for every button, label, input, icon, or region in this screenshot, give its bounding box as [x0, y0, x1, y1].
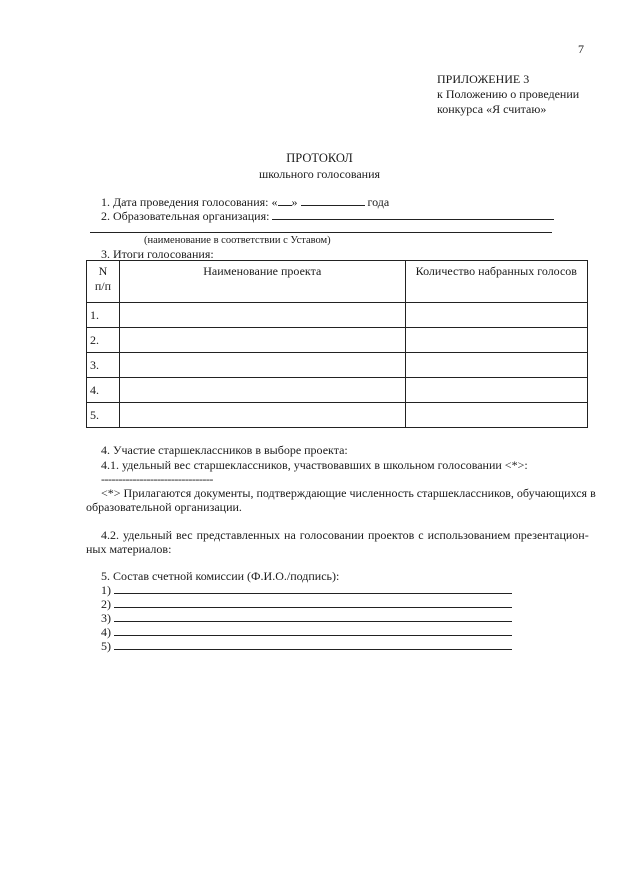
results-label: 3. Итоги голосования:	[101, 247, 214, 261]
date-label: 1. Дата проведения голосования: «	[101, 195, 278, 209]
header-number-line2: п/п	[94, 279, 112, 293]
commission-member-row	[101, 610, 512, 625]
votes-cell[interactable]	[405, 378, 587, 403]
table-row	[87, 378, 588, 403]
appendix-line-3: конкурса «Я считаю»	[437, 102, 547, 116]
date-mid: »	[291, 195, 298, 209]
org-name-blank[interactable]	[272, 208, 554, 220]
title-sub: школьного голосования	[258, 167, 381, 181]
member-number: 4)	[101, 625, 111, 639]
header-votes: Количество набранных голосов	[405, 261, 587, 303]
project-name-cell[interactable]	[119, 328, 405, 353]
member-signature-line[interactable]	[114, 596, 512, 608]
header-number	[87, 261, 120, 303]
section4-item42-line2: ных материалов:	[86, 542, 172, 556]
member-number: 2)	[101, 597, 111, 611]
member-signature-line[interactable]	[114, 638, 512, 650]
table-row	[87, 303, 588, 328]
section4-item42-line1: 4.2. удельный вес представленных на голосовании проектов с использованием презентацион-	[101, 528, 589, 542]
date-field-row	[101, 194, 389, 209]
member-signature-line[interactable]	[114, 610, 512, 622]
footnote-line1: <*> Прилагаются документы, подтверждающие численность старшеклассников, обучающихся в	[101, 486, 596, 500]
table-header-row	[87, 261, 588, 303]
org-note: (наименование в соответствии с Уставом)	[144, 235, 331, 246]
member-number: 5)	[101, 639, 111, 653]
project-name-cell[interactable]	[119, 403, 405, 428]
section4-item41: 4.1. удельный вес старшеклассников, участвовавших в школьном голосовании <*>:	[101, 458, 528, 472]
title-main: ПРОТОКОЛ	[286, 151, 353, 165]
org-continuation-line[interactable]	[90, 232, 552, 233]
footnote-divider: --------------------------------	[101, 472, 213, 486]
footnote-line2: образовательной организации.	[86, 500, 242, 514]
project-name-cell[interactable]	[119, 303, 405, 328]
votes-cell[interactable]	[405, 303, 587, 328]
member-signature-line[interactable]	[114, 624, 512, 636]
commission-member-row	[101, 638, 512, 653]
row-number: 4.	[87, 378, 120, 403]
appendix-line-2: к Положению о проведении	[437, 87, 580, 101]
member-number: 1)	[101, 583, 111, 597]
date-suffix: года	[367, 195, 390, 209]
header-project-name: Наименование проекта	[119, 261, 405, 303]
row-number: 3.	[87, 353, 120, 378]
commission-member-row	[101, 596, 512, 611]
page-number: 7	[578, 42, 584, 56]
date-month-blank[interactable]	[301, 194, 365, 206]
section5-heading: 5. Состав счетной комиссии (Ф.И.О./подпись):	[101, 569, 340, 583]
commission-member-row	[101, 624, 512, 639]
member-signature-line[interactable]	[114, 582, 512, 594]
project-name-cell[interactable]	[119, 378, 405, 403]
table-row	[87, 403, 588, 428]
header-number-line1: N	[98, 264, 108, 278]
row-number: 2.	[87, 328, 120, 353]
commission-member-row	[101, 582, 512, 597]
date-day-blank[interactable]	[278, 194, 292, 206]
table-row	[87, 328, 588, 353]
votes-cell[interactable]	[405, 328, 587, 353]
row-number: 5.	[87, 403, 120, 428]
project-name-cell[interactable]	[119, 353, 405, 378]
org-field-row	[101, 208, 554, 223]
document-title	[0, 150, 639, 182]
votes-cell[interactable]	[405, 353, 587, 378]
section4-heading: 4. Участие старшеклассников в выборе проекта:	[101, 443, 348, 457]
appendix-header	[437, 72, 579, 117]
appendix-title: ПРИЛОЖЕНИЕ 3	[437, 72, 530, 86]
org-label: 2. Образовательная организация:	[101, 209, 270, 223]
votes-cell[interactable]	[405, 403, 587, 428]
row-number: 1.	[87, 303, 120, 328]
member-number: 3)	[101, 611, 111, 625]
table-row	[87, 353, 588, 378]
results-table	[86, 260, 588, 428]
